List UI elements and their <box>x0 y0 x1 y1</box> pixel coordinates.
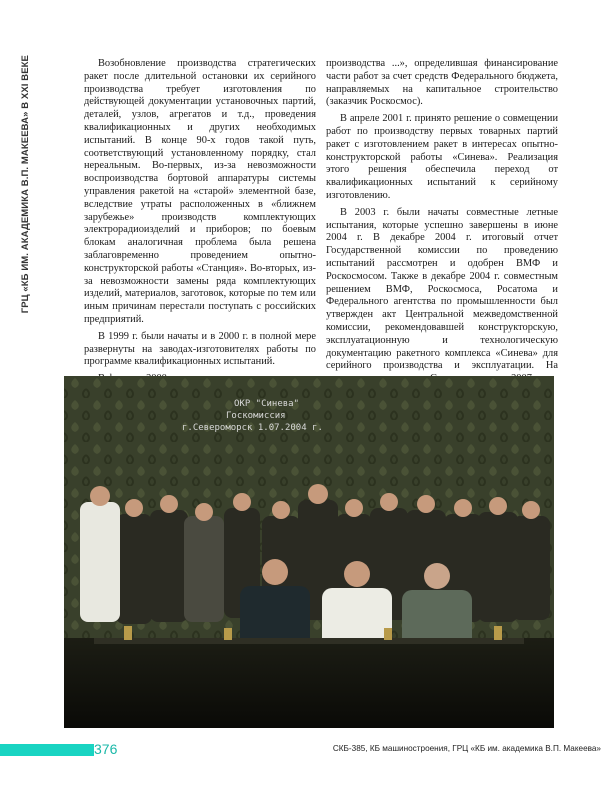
page-number: 376 <box>94 741 118 757</box>
running-header <box>14 55 36 355</box>
caption-line: г.Североморск 1.07.2004 г. <box>182 423 323 433</box>
running-header-text: ГРЦ «КБ ИМ. АКАДЕМИКА В.П. МАКЕЕВА» В XXI ВЕКЕ <box>19 55 31 314</box>
paragraph: В 2003 г. были начаты совместные летные испытания, которые успешно завершены в июне 2004 г. В декабре 2004 г. итоговый отчет Государственной комиссии по проведению испытаний рассмотрен и одобрен ВМФ и Роскосмосом. Также в декабре 2004 г. совместным решением ВМФ, Роскосмоса, Росатома и Федерального агентства по промышленности был утвержден акт Центральной межведомственной комиссии, рекомендовавшей конструкторскую, эксплуатационную и технологическую документацию ракетного комплекса «Синева» для серийного производства и эксплуатации. На <box>326 206 558 372</box>
paragraph: В апреле 2001 г. принято решение о совмещении работ по производству первых товарных партий ракет с изготовлением ракет в интересах опытно-конструкторской работы «Синева». Реализация этого решения обеспечила переход от квалификационных испытаний к серийному изготовлению. <box>326 113 558 201</box>
group-photo <box>64 376 554 728</box>
paragraph: Возобновление производства стратегических ракет после длительной остановки их серийного производства требует изготовления по действующей документации установочных партий, деталей, узлов, агрегатов и т.д., проведения квалификационных и других необходимых испытаний. В конце 90-х годов такой путь, соответствующий установленному порядку, стал нереальным. Во-первых, из-за невозможности воспроизводства бортовой аппаратуры системы управления ракетой на «старой» элементной базе, вследствие утраты расположенных в «ближнем зарубежье» производств комплектующих электрорадиоизделий и приборов; по боевым блокам аналогичная проблема была решена заблаговременно проведением опытно-конструкторской работы «Станция». Во-вторых, из-за невозможности замены ряда комплектующих изделий, материалов, заготовок, которые по тем или иным причинам перестали поступать с российских предприятий. <box>84 58 316 325</box>
paragraph: В 1999 г. были начаты и в 2000 г. в полной мере развернуты на заводах-изготовителях работы по программе квалификационных испытаний. <box>84 330 316 368</box>
conference-table <box>64 638 554 728</box>
footer-publisher: СКБ-385, КБ машиностроения, ГРЦ «КБ им. академика В.П. Макеева» <box>332 744 601 753</box>
right-text-column <box>326 58 558 390</box>
caption-line: ОКР "Синева" <box>234 399 300 409</box>
footer-accent-bar <box>0 744 94 756</box>
caption-line: Госкомиссия <box>226 411 286 421</box>
group-photo-illustration <box>64 376 554 728</box>
left-text-column <box>84 58 316 403</box>
paragraph: производства ...», определившая финансирование части работ за счет средств Федерального бюджета, направляемых на капитальное строительство (заказчик Роскосмос). <box>326 58 558 108</box>
